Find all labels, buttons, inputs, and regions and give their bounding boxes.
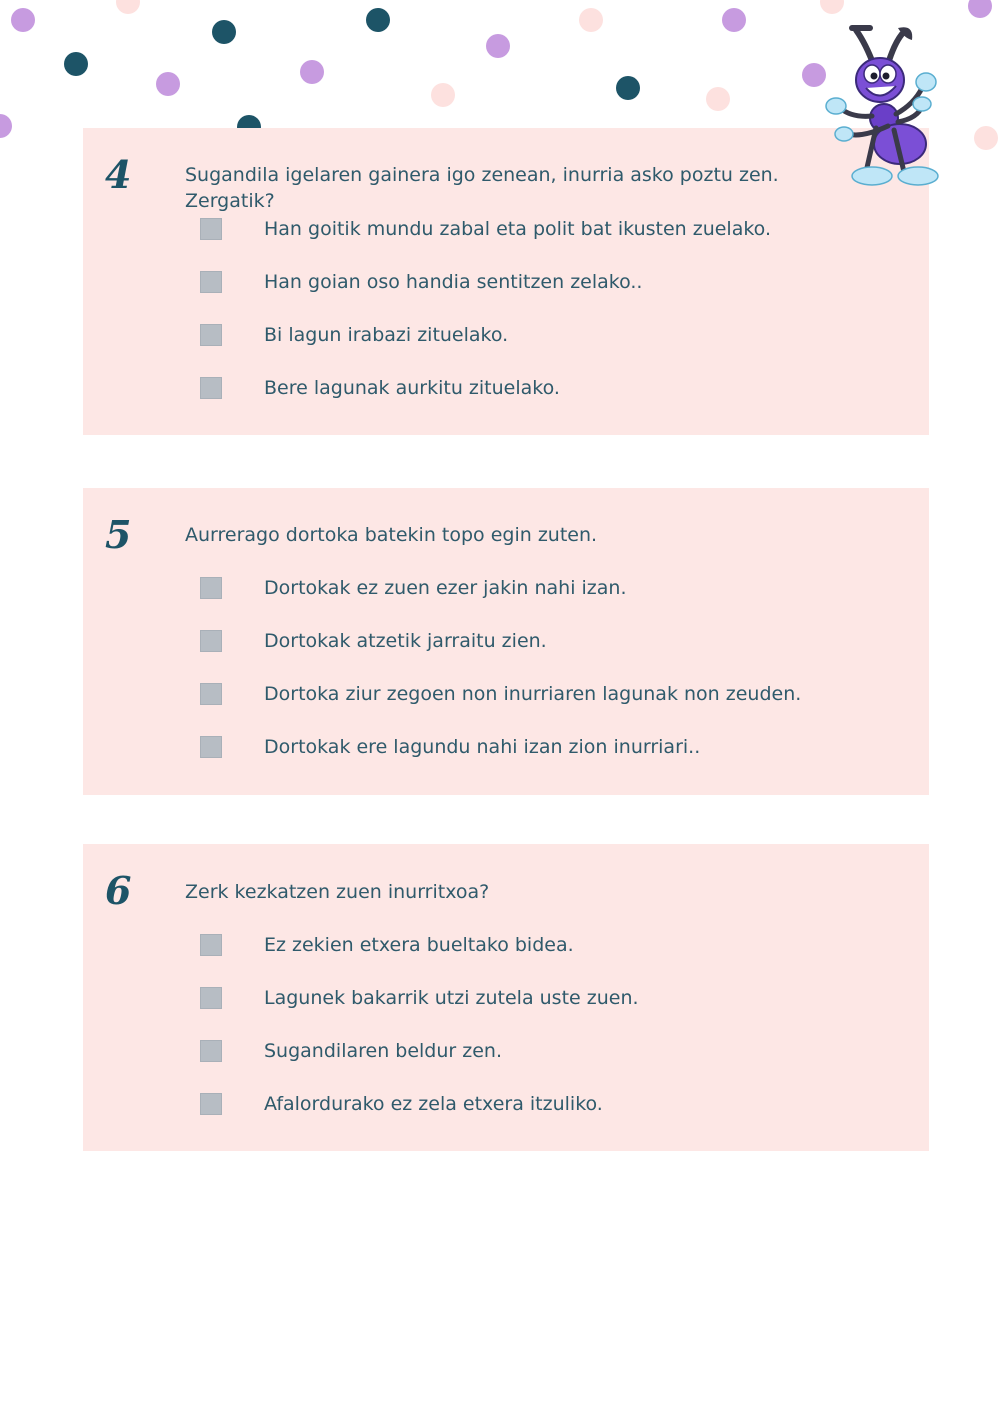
dot [974,126,998,150]
checkbox[interactable] [200,683,222,705]
option-label: Dortoka ziur zegoen non inurriaren lagunak non zeuden. [264,683,802,705]
question-text: Sugandila igelaren gainera igo zenean, inurria asko poztu zen. Zergatik? [185,164,779,212]
option-label: Dortokak ere lagundu nahi izan zion inurriari.. [264,736,701,758]
answer-option[interactable] [200,267,643,297]
checkbox[interactable] [200,630,222,652]
question-text: Zerk kezkatzen zuen inurritxoa? [185,881,490,903]
checkbox[interactable] [200,736,222,758]
option-label: Lagunek bakarrik utzi zutela uste zuen. [264,987,639,1009]
answer-option[interactable] [200,573,627,603]
answer-option[interactable] [200,320,509,350]
answer-option[interactable] [200,679,802,709]
option-label: Dortokak ez zuen ezer jakin nahi izan. [264,577,627,599]
checkbox[interactable] [200,934,222,956]
dot [722,8,746,32]
answer-option[interactable] [200,214,772,244]
dot [0,114,12,138]
dot [11,8,35,32]
option-label: Han goian oso handia sentitzen zelako.. [264,271,643,293]
checkbox[interactable] [200,987,222,1009]
dot [300,60,324,84]
dot [616,76,640,100]
ant-mascot-icon [822,22,950,192]
dot [968,0,992,18]
answer-option[interactable] [200,1036,503,1066]
question-number: 5 [105,512,132,557]
dot [579,8,603,32]
dot [64,52,88,76]
checkbox[interactable] [200,271,222,293]
option-label: Sugandilaren beldur zen. [264,1040,503,1062]
question-panel-6 [83,844,929,1151]
checkbox[interactable] [200,324,222,346]
checkbox[interactable] [200,218,222,240]
dot [820,0,844,14]
answer-option[interactable] [200,626,547,656]
question-panel-4 [83,128,929,435]
question-number: 4 [105,152,132,197]
checkbox[interactable] [200,1040,222,1062]
dot [212,20,236,44]
option-label: Bi lagun irabazi zituelako. [264,324,509,346]
option-label: Dortokak atzetik jarraitu zien. [264,630,547,652]
dot [116,0,140,14]
question-panel-5 [83,488,929,795]
question-number: 6 [105,868,132,913]
option-label: Bere lagunak aurkitu zituelako. [264,377,560,399]
answer-option[interactable] [200,373,560,403]
answer-option[interactable] [200,930,574,960]
answer-option[interactable] [200,732,701,762]
option-label: Afalordurako ez zela etxera itzuliko. [264,1093,603,1115]
question-text: Aurrerago dortoka batekin topo egin zuten. [185,524,598,546]
answer-option[interactable] [200,1089,603,1119]
checkbox[interactable] [200,377,222,399]
dot [486,34,510,58]
option-label: Han goitik mundu zabal eta polit bat ikusten zuelako. [264,218,772,240]
dot [706,87,730,111]
checkbox[interactable] [200,1093,222,1115]
option-label: Ez zekien etxera bueltako bidea. [264,934,574,956]
checkbox[interactable] [200,577,222,599]
answer-option[interactable] [200,983,639,1013]
dot [431,83,455,107]
dot [156,72,180,96]
dot [366,8,390,32]
